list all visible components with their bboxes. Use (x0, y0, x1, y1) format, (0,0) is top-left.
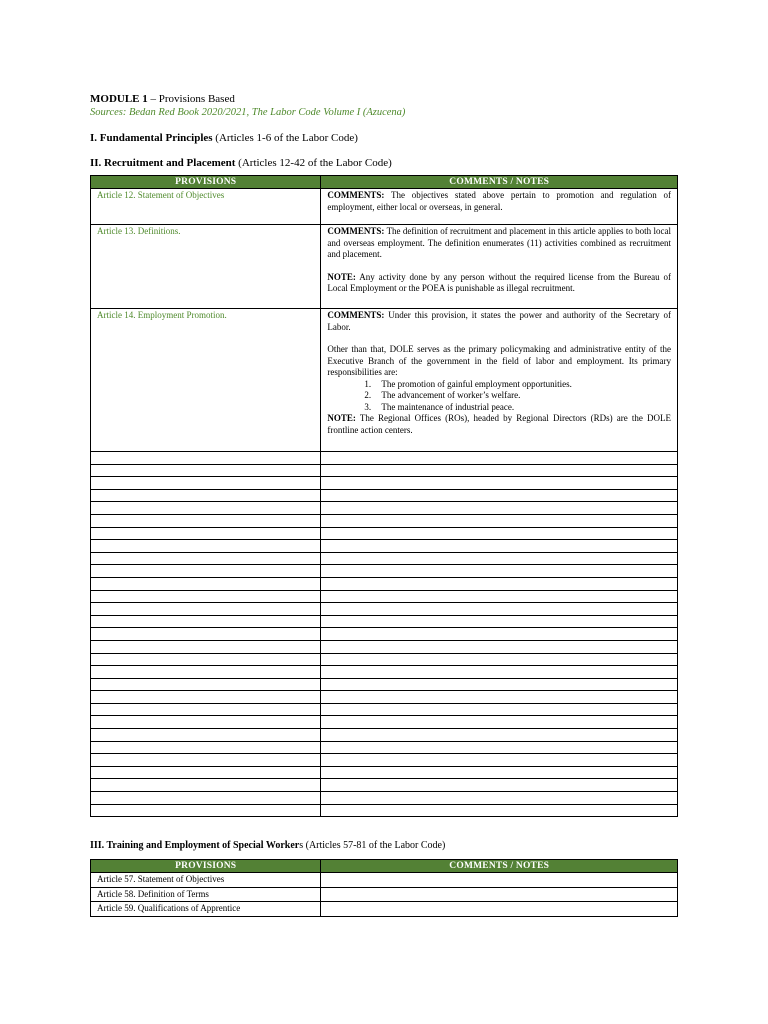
empty-row (91, 540, 678, 553)
empty-comments-cell (321, 452, 678, 465)
empty-comments-cell (321, 779, 678, 792)
comment-label: COMMENTS: (327, 310, 385, 320)
comments-cell (321, 887, 678, 902)
empty-provision-cell (91, 628, 321, 641)
comments-article-12 (321, 189, 678, 225)
comments-cell (321, 873, 678, 888)
section3-scope: (Articles 57-81 of the Labor Code) (303, 840, 446, 852)
empty-provision-cell (91, 603, 321, 616)
empty-row (91, 678, 678, 691)
empty-comments-cell (321, 603, 678, 616)
empty-row (91, 464, 678, 477)
empty-row (91, 565, 678, 578)
empty-provision-cell (91, 716, 321, 729)
empty-row (91, 653, 678, 666)
empty-provision-cell (91, 729, 321, 742)
empty-row (91, 628, 678, 641)
empty-row (91, 577, 678, 590)
empty-provision-cell (91, 514, 321, 527)
note-paragraph (327, 413, 671, 436)
provision-article-58: Article 58. Definition of Terms (91, 887, 321, 902)
empty-row (91, 527, 678, 540)
empty-comments-cell (321, 615, 678, 628)
recruitment-table (90, 175, 678, 817)
module-title (90, 92, 678, 106)
note-text: The Regional Offices (ROs), headed by Regional Directors (RDs) are the DOLE frontline action centers. (327, 413, 671, 435)
empty-comments-cell (321, 514, 678, 527)
empty-comments-cell (321, 540, 678, 553)
comments-article-13 (321, 225, 678, 309)
empty-provision-cell (91, 678, 321, 691)
sources-line: Sources: Bedan Red Book 2020/2021, The Labor Code Volume I (Azucena) (90, 107, 406, 118)
empty-provision-cell (91, 691, 321, 704)
empty-provision-cell (91, 452, 321, 465)
empty-comments-cell (321, 666, 678, 679)
empty-comments-cell (321, 502, 678, 515)
comment-label: COMMENTS: (327, 190, 385, 200)
provision-article-13: Article 13. Definitions. (91, 225, 321, 309)
empty-row (91, 729, 678, 742)
empty-provision-cell (91, 754, 321, 767)
empty-comments-cell (321, 691, 678, 704)
empty-provision-cell (91, 502, 321, 515)
provision-article-59: Article 59. Qualifications of Apprentice (91, 902, 321, 917)
empty-provision-cell (91, 653, 321, 666)
note-paragraph (327, 272, 671, 295)
empty-row (91, 477, 678, 490)
empty-row (91, 779, 678, 792)
comment-label: COMMENTS: (327, 226, 385, 236)
section-recruitment-placement (90, 156, 678, 170)
document-page (90, 92, 678, 917)
empty-comments-cell (321, 703, 678, 716)
empty-row (91, 489, 678, 502)
table-row (91, 309, 678, 452)
list-item: 2. The advancement of worker’s welfare. (373, 390, 671, 402)
special-workers-table (90, 859, 678, 917)
empty-row (91, 615, 678, 628)
comments-cell (321, 902, 678, 917)
empty-row (91, 514, 678, 527)
empty-provision-cell (91, 615, 321, 628)
empty-provision-cell (91, 792, 321, 805)
empty-provision-cell (91, 766, 321, 779)
table-row (91, 189, 678, 225)
provision-article-57: Article 57. Statement of Objectives (91, 873, 321, 888)
empty-row (91, 792, 678, 805)
empty-provision-cell (91, 703, 321, 716)
section3-suffix: s (299, 840, 304, 852)
section1-scope: (Articles 1-6 of the Labor Code) (212, 132, 358, 144)
list-item: 3. The maintenance of industrial peace. (373, 402, 671, 414)
empty-comments-cell (321, 552, 678, 565)
section-special-workers (90, 839, 678, 853)
list-item: 1. The promotion of gainful employment opportunities. (373, 379, 671, 391)
provision-article-12: Article 12. Statement of Objectives (91, 189, 321, 225)
empty-provision-cell (91, 804, 321, 817)
comments-article-14 (321, 309, 678, 452)
comment-paragraph (327, 226, 671, 261)
empty-row (91, 766, 678, 779)
empty-row (91, 754, 678, 767)
module-subtitle: Provisions Based (158, 93, 235, 105)
empty-row (91, 804, 678, 817)
empty-row (91, 691, 678, 704)
empty-comments-cell (321, 577, 678, 590)
empty-row (91, 552, 678, 565)
empty-provision-cell (91, 477, 321, 490)
table-row (91, 902, 678, 917)
empty-comments-cell (321, 766, 678, 779)
empty-row (91, 640, 678, 653)
table-header-row (91, 860, 678, 873)
empty-comments-cell (321, 678, 678, 691)
empty-comments-cell (321, 527, 678, 540)
empty-row (91, 502, 678, 515)
empty-row (91, 666, 678, 679)
empty-comments-cell (321, 653, 678, 666)
empty-provision-cell (91, 577, 321, 590)
comment-text: Under this provision, it states the power and authority of the Secretary of Labor. (327, 310, 671, 332)
empty-row (91, 603, 678, 616)
empty-provision-cell (91, 565, 321, 578)
empty-comments-cell (321, 565, 678, 578)
table-row (91, 225, 678, 309)
provisions-header: PROVISIONS (91, 860, 321, 873)
empty-provision-cell (91, 666, 321, 679)
table-row (91, 873, 678, 888)
empty-row (91, 741, 678, 754)
empty-comments-cell (321, 792, 678, 805)
module-dash: – (147, 93, 159, 105)
empty-comments-cell (321, 590, 678, 603)
comment-paragraph (327, 310, 671, 333)
empty-comments-cell (321, 729, 678, 742)
section2-scope: (Articles 12-42 of the Labor Code) (235, 157, 392, 169)
empty-comments-cell (321, 754, 678, 767)
empty-row (91, 452, 678, 465)
note-text: Any activity done by any person without the required license from the Bureau of Local Employment or the POEA is punishable as illegal recruitment. (327, 271, 671, 293)
comments-header: COMMENTS / NOTES (321, 176, 678, 189)
empty-provision-cell (91, 464, 321, 477)
empty-provision-cell (91, 527, 321, 540)
empty-comments-cell (321, 477, 678, 490)
empty-row (91, 716, 678, 729)
empty-comments-cell (321, 489, 678, 502)
empty-provision-cell (91, 552, 321, 565)
empty-provision-cell (91, 590, 321, 603)
provisions-header: PROVISIONS (91, 176, 321, 189)
empty-comments-cell (321, 640, 678, 653)
comment-text: The definition of recruitment and placement in this article applies to both local and overseas employment. The definition enumerates (11) activities combined as recruitment and placement. (327, 226, 671, 259)
empty-provision-cell (91, 489, 321, 502)
empty-provision-cell (91, 540, 321, 553)
responsibilities-list (327, 379, 671, 414)
table-header-row (91, 176, 678, 189)
empty-row (91, 703, 678, 716)
empty-provision-cell (91, 640, 321, 653)
dole-paragraph (327, 344, 671, 379)
section3-title: III. Training and Employment of Special Worker (90, 840, 300, 852)
section-fundamental-principles (90, 131, 678, 145)
dole-text: Other than that, DOLE serves as the primary policymaking and administrative entity of the Executive Branch of the government in the field of labor and employment. Its primary responsibilities are: (327, 344, 671, 377)
empty-row (91, 590, 678, 603)
empty-comments-cell (321, 804, 678, 817)
section2-title: II. Recruitment and Placement (90, 157, 236, 169)
empty-comments-cell (321, 628, 678, 641)
empty-provision-cell (91, 741, 321, 754)
comments-header: COMMENTS / NOTES (321, 860, 678, 873)
empty-comments-cell (321, 464, 678, 477)
empty-comments-cell (321, 741, 678, 754)
comment-text: The objectives stated above pertain to promotion and regulation of employment, either local or overseas, in general. (327, 190, 671, 212)
empty-comments-cell (321, 716, 678, 729)
note-label: NOTE: (327, 413, 356, 423)
table-row (91, 887, 678, 902)
empty-provision-cell (91, 779, 321, 792)
note-label: NOTE: (327, 271, 356, 282)
comment-paragraph (327, 190, 671, 213)
module-label: MODULE 1 (90, 93, 148, 105)
section1-title: I. Fundamental Principles (90, 132, 213, 144)
provision-article-14: Article 14. Employment Promotion. (91, 309, 321, 452)
